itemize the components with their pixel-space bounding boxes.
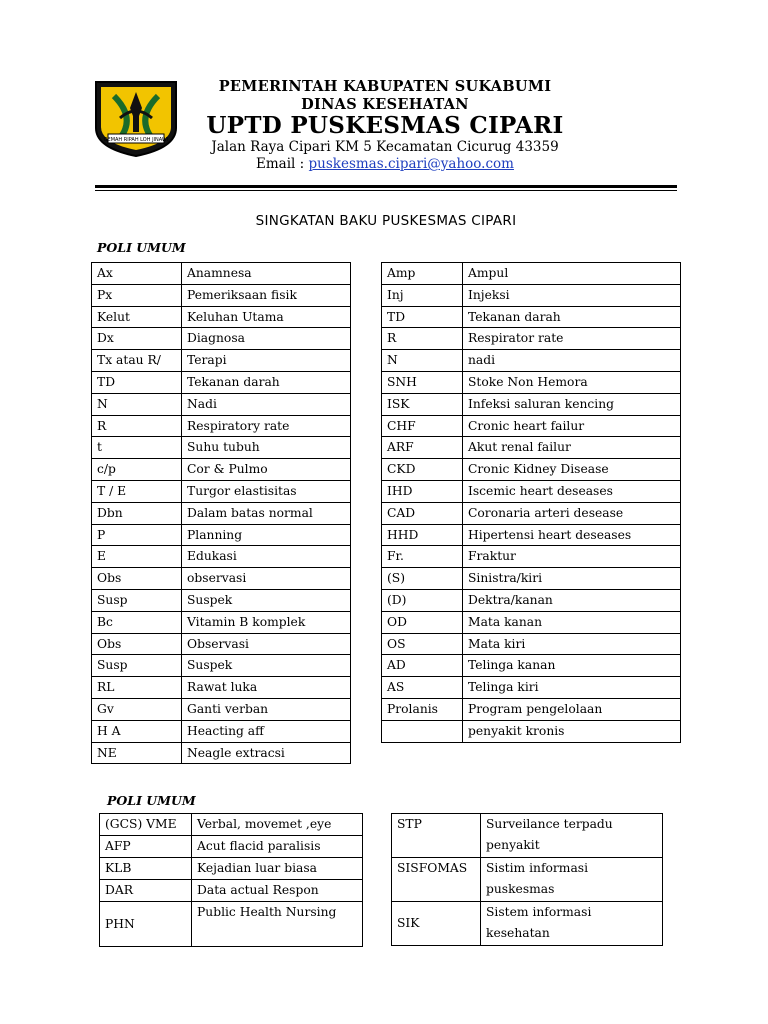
abbreviation-cell: CHF <box>382 415 463 437</box>
meaning-cell: Tekanan darah <box>182 371 351 393</box>
abbreviation-cell: N <box>92 393 182 415</box>
abbreviation-cell: Kelut <box>92 306 182 328</box>
abbreviation-cell: Obs <box>92 633 182 655</box>
meaning-cell: Fraktur <box>463 546 681 568</box>
table-row <box>92 589 351 611</box>
abbreviation-cell: Fr. <box>382 546 463 568</box>
table-row <box>92 742 351 764</box>
meaning-cell: Iscemic heart deseases <box>463 480 681 502</box>
meaning-cell: Kejadian luar biasa <box>192 858 363 880</box>
department-name: DINAS KESEHATAN <box>301 96 469 113</box>
table-row <box>382 677 681 699</box>
table-row <box>382 350 681 372</box>
sukabumi-emblem-logo <box>90 78 182 158</box>
meaning-cell: Respirator rate <box>463 328 681 350</box>
meaning-cell: Ampul <box>463 263 681 285</box>
svg-text:GEMAH RIPAH LOH JINAWI: GEMAH RIPAH LOH JINAWI <box>103 137 169 143</box>
institution-name: UPTD PUSKESMAS CIPARI <box>206 112 564 139</box>
abbreviation-cell: (GCS) VME <box>100 814 192 836</box>
abbreviation-cell: Amp <box>382 263 463 285</box>
meaning-cell: Hipertensi heart deseases <box>463 524 681 546</box>
address: Jalan Raya Cipari KM 5 Kecamatan Cicurug 43359 <box>211 139 559 155</box>
abbreviation-cell: Px <box>92 284 182 306</box>
meaning-cell: Keluhan Utama <box>182 306 351 328</box>
section-title-poli-umum-1: POLI UMUM <box>97 240 186 255</box>
meaning-cell: penyakit kronis <box>463 720 681 742</box>
table-row <box>382 393 681 415</box>
meaning-cell: Suhu tubuh <box>182 437 351 459</box>
table-row <box>382 437 681 459</box>
header-rule-thin <box>95 190 677 191</box>
meaning-cell: Pemeriksaan fisik <box>182 284 351 306</box>
abbreviation-cell: (S) <box>382 568 463 590</box>
table-row <box>92 350 351 372</box>
table-row <box>92 698 351 720</box>
meaning-cell: Mata kiri <box>463 633 681 655</box>
email-label: Email : <box>256 156 309 172</box>
document-title: SINGKATAN BAKU PUSKESMAS CIPARI <box>255 213 517 229</box>
header-rule-thick <box>95 185 677 188</box>
meaning-cell: Anamnesa <box>182 263 351 285</box>
meaning-cell: Telinga kiri <box>463 677 681 699</box>
table-row <box>92 655 351 677</box>
abbreviation-cell: KLB <box>100 858 192 880</box>
meaning-cell: Infeksi saluran kencing <box>463 393 681 415</box>
abbreviation-cell: Tx atau R/ <box>92 350 182 372</box>
table-row <box>92 284 351 306</box>
meaning-line-1: Sistim informasi <box>486 861 589 875</box>
meaning-cell: Sinistra/kiri <box>463 568 681 590</box>
meaning-line-1: Surveilance terpadu <box>486 817 613 831</box>
abbreviation-cell: Dbn <box>92 502 182 524</box>
meaning-cell: Tekanan darah <box>463 306 681 328</box>
table-row <box>382 502 681 524</box>
abbreviation-cell: E <box>92 546 182 568</box>
abbreviation-cell: N <box>382 350 463 372</box>
table-row <box>382 480 681 502</box>
meaning-cell: Acut flacid paralisis <box>192 836 363 858</box>
meaning-cell: Cor & Pulmo <box>182 459 351 481</box>
meaning-line-2: puskesmas <box>486 882 555 896</box>
meaning-cell: Edukasi <box>182 546 351 568</box>
email-link[interactable]: puskesmas.cipari@yahoo.com <box>308 156 514 172</box>
table-row <box>382 415 681 437</box>
meaning-cell: Respiratory rate <box>182 415 351 437</box>
table-row <box>92 371 351 393</box>
table-row <box>382 655 681 677</box>
government-name: PEMERINTAH KABUPATEN SUKABUMI <box>218 78 552 95</box>
abbreviation-table-bottom-right <box>391 813 663 946</box>
table-row <box>92 437 351 459</box>
abbreviation-table-bottom-left <box>99 813 363 947</box>
table-row <box>382 524 681 546</box>
meaning-line-2: kesehatan <box>486 926 550 940</box>
table-row <box>92 480 351 502</box>
abbreviation-table-left <box>91 262 351 764</box>
abbreviation-cell: SIK <box>392 902 481 946</box>
section-title-poli-umum-2: POLI UMUM <box>107 793 196 808</box>
table-row <box>382 546 681 568</box>
table-row <box>92 677 351 699</box>
abbreviation-cell: HHD <box>382 524 463 546</box>
table-row <box>382 720 681 742</box>
email-line <box>200 156 570 172</box>
abbreviation-cell: H A <box>92 720 182 742</box>
abbreviation-cell: Ax <box>92 263 182 285</box>
abbreviation-cell: t <box>92 437 182 459</box>
meaning-cell: Diagnosa <box>182 328 351 350</box>
table-row <box>392 902 663 946</box>
meaning-cell: Program pengelolaan <box>463 698 681 720</box>
meaning-cell: observasi <box>182 568 351 590</box>
table-row <box>92 633 351 655</box>
meaning-cell <box>481 902 663 946</box>
abbreviation-cell: Gv <box>92 698 182 720</box>
table-row <box>382 328 681 350</box>
meaning-cell: Telinga kanan <box>463 655 681 677</box>
table-row <box>382 263 681 285</box>
meaning-cell: Akut renal failur <box>463 437 681 459</box>
meaning-cell: Heacting aff <box>182 720 351 742</box>
meaning-cell: nadi <box>463 350 681 372</box>
table-row <box>382 633 681 655</box>
table-row <box>92 568 351 590</box>
abbreviation-cell: TD <box>92 371 182 393</box>
meaning-line-1: Sistem informasi <box>486 905 592 919</box>
abbreviation-cell: Inj <box>382 284 463 306</box>
table-row <box>100 858 363 880</box>
table-row <box>100 880 363 902</box>
abbreviation-cell: OS <box>382 633 463 655</box>
abbreviation-cell: AFP <box>100 836 192 858</box>
table-row <box>92 263 351 285</box>
abbreviation-cell: Bc <box>92 611 182 633</box>
table-row <box>92 720 351 742</box>
abbreviation-cell: Obs <box>92 568 182 590</box>
meaning-cell: Dalam batas normal <box>182 502 351 524</box>
abbreviation-cell: DAR <box>100 880 192 902</box>
table-row <box>382 459 681 481</box>
abbreviation-cell: Susp <box>92 655 182 677</box>
abbreviation-cell: SNH <box>382 371 463 393</box>
meaning-cell: Verbal, movemet ,eye <box>192 814 363 836</box>
table-row <box>382 284 681 306</box>
abbreviation-cell <box>382 720 463 742</box>
table-row <box>92 546 351 568</box>
abbreviation-cell: ARF <box>382 437 463 459</box>
meaning-cell: Neagle extracsi <box>182 742 351 764</box>
abbreviation-cell: ISK <box>382 393 463 415</box>
table-row <box>92 328 351 350</box>
abbreviation-cell: Prolanis <box>382 698 463 720</box>
abbreviation-cell: RL <box>92 677 182 699</box>
table-row <box>100 836 363 858</box>
meaning-cell: Suspek <box>182 589 351 611</box>
abbreviation-cell: Susp <box>92 589 182 611</box>
abbreviation-cell: P <box>92 524 182 546</box>
meaning-cell <box>481 858 663 902</box>
abbreviation-cell: c/p <box>92 459 182 481</box>
meaning-line-2: penyakit <box>486 838 540 852</box>
meaning-cell: Suspek <box>182 655 351 677</box>
table-row <box>382 371 681 393</box>
table-row <box>382 306 681 328</box>
abbreviation-cell: IHD <box>382 480 463 502</box>
meaning-cell: Planning <box>182 524 351 546</box>
meaning-cell: Observasi <box>182 633 351 655</box>
table-row <box>92 393 351 415</box>
table-row <box>92 415 351 437</box>
table-row <box>100 814 363 836</box>
abbreviation-table-right <box>381 262 681 743</box>
table-row <box>92 459 351 481</box>
abbreviation-cell: T / E <box>92 480 182 502</box>
meaning-cell: Rawat luka <box>182 677 351 699</box>
meaning-cell: Ganti verban <box>182 698 351 720</box>
meaning-cell: Dektra/kanan <box>463 589 681 611</box>
meaning-cell <box>481 814 663 858</box>
meaning-cell: Injeksi <box>463 284 681 306</box>
meaning-cell: Turgor elastisitas <box>182 480 351 502</box>
meaning-cell: Public Health Nursing <box>192 902 363 947</box>
meaning-cell: Terapi <box>182 350 351 372</box>
meaning-cell: Stoke Non Hemora <box>463 371 681 393</box>
abbreviation-cell: TD <box>382 306 463 328</box>
meaning-cell: Coronaria arteri desease <box>463 502 681 524</box>
table-row <box>92 502 351 524</box>
table-row <box>382 698 681 720</box>
abbreviation-cell: OD <box>382 611 463 633</box>
abbreviation-cell: R <box>382 328 463 350</box>
table-row <box>92 611 351 633</box>
table-row <box>100 902 363 947</box>
abbreviation-cell: PHN <box>100 902 192 947</box>
meaning-cell: Data actual Respon <box>192 880 363 902</box>
table-row <box>382 589 681 611</box>
abbreviation-cell: SISFOMAS <box>392 858 481 902</box>
table-row <box>92 306 351 328</box>
meaning-cell: Nadi <box>182 393 351 415</box>
abbreviation-cell: AD <box>382 655 463 677</box>
meaning-cell: Vitamin B komplek <box>182 611 351 633</box>
table-row <box>382 611 681 633</box>
abbreviation-cell: STP <box>392 814 481 858</box>
table-row <box>92 524 351 546</box>
table-row <box>382 568 681 590</box>
meaning-cell: Cronic heart failur <box>463 415 681 437</box>
abbreviation-cell: (D) <box>382 589 463 611</box>
meaning-cell: Mata kanan <box>463 611 681 633</box>
abbreviation-cell: Dx <box>92 328 182 350</box>
table-row <box>392 814 663 858</box>
abbreviation-cell: CKD <box>382 459 463 481</box>
table-row <box>392 858 663 902</box>
abbreviation-cell: CAD <box>382 502 463 524</box>
meaning-cell: Cronic Kidney Disease <box>463 459 681 481</box>
abbreviation-cell: NE <box>92 742 182 764</box>
abbreviation-cell: R <box>92 415 182 437</box>
abbreviation-cell: AS <box>382 677 463 699</box>
